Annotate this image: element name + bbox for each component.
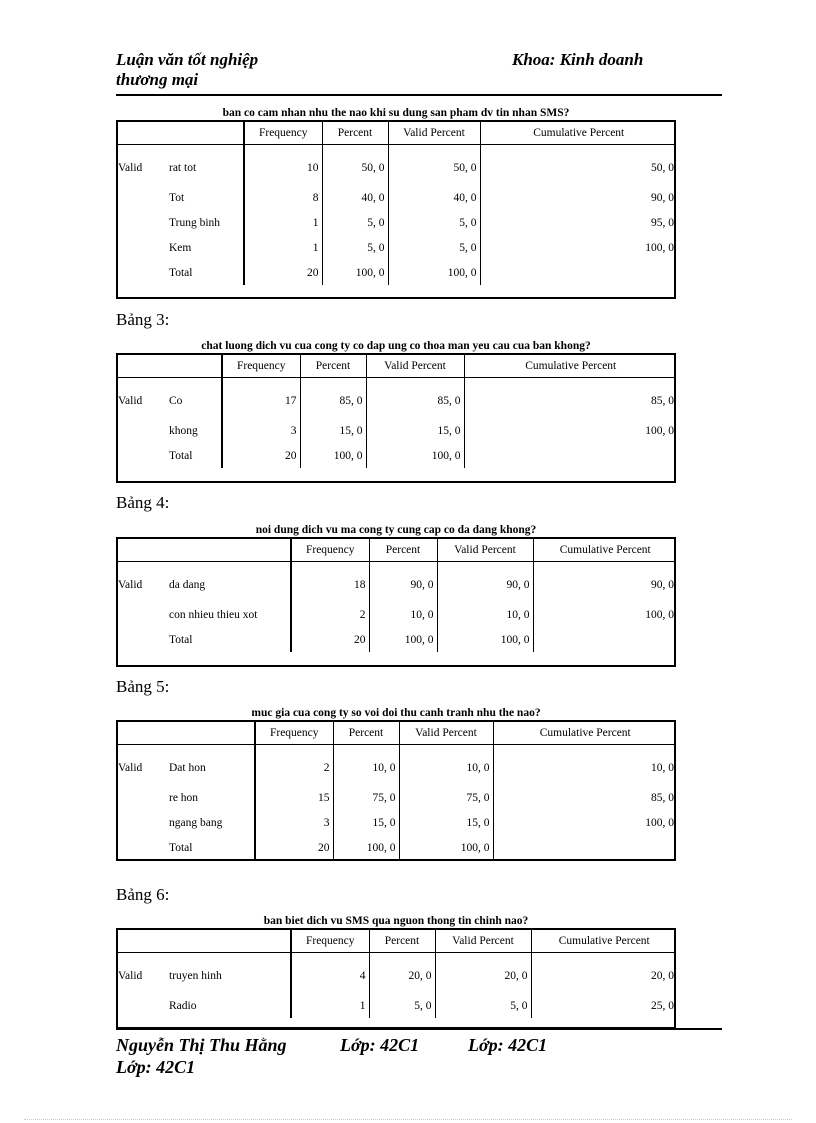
col-cumulative-percent: Cumulative Percent [493,722,676,745]
cell-valid-percent: 40, 0 [388,185,480,210]
cell-cumulative-percent: 85, 0 [651,395,674,407]
table-info-source [116,914,676,1029]
row-category: Tot [166,185,244,210]
cell-frequency: 17 [222,378,300,419]
cell-frequency: 20 [291,627,369,652]
table-price-comparison [116,706,676,861]
row-group [118,210,166,235]
cell-percent: 5, 0 [322,210,388,235]
cell-valid-percent: 100, 0 [388,260,480,285]
header-rule [116,94,722,96]
row-group: Valid [118,579,143,591]
cell-cumulative-percent [464,443,676,468]
cell-percent: 100, 0 [333,835,399,860]
table-header-row [118,930,676,953]
cell-valid-percent: 90, 0 [437,562,533,603]
table-label-3: Bảng 3: [116,310,170,329]
table-row [118,835,676,860]
footer-class-3: Lớp: 42C1 [116,1057,196,1077]
col-frequency: Frequency [291,539,369,562]
row-group [118,627,166,652]
table-header-row [118,722,676,745]
header-faculty: Khoa: Kinh doanh [512,50,644,69]
cell-percent: 10, 0 [369,602,437,627]
table-row [118,185,676,210]
cell-percent: 90, 0 [369,562,437,603]
row-group [118,810,166,835]
cell-percent: 50, 0 [322,145,388,186]
cell-cumulative-percent: 20, 0 [651,970,674,982]
cell-percent: 100, 0 [300,443,366,468]
cell-percent: 85, 0 [300,378,366,419]
row-group [118,443,166,468]
row-group: Valid [118,395,143,407]
table-row [118,562,676,603]
cell-valid-percent: 100, 0 [366,443,464,468]
cell-percent: 40, 0 [322,185,388,210]
cell-frequency: 1 [291,993,369,1018]
col-percent: Percent [300,355,366,378]
col-percent: Percent [333,722,399,745]
cell-frequency: 8 [244,185,322,210]
row-group [118,602,166,627]
col-frequency: Frequency [222,355,300,378]
col-percent: Percent [369,930,435,953]
row-group: Valid [118,970,143,982]
cell-frequency: 15 [255,785,333,810]
table-frame [116,120,676,299]
table-row [118,210,676,235]
row-category: Total [166,627,291,652]
table-row [118,785,676,810]
row-group: Valid [118,762,143,774]
row-group [118,235,166,260]
cell-valid-percent: 50, 0 [388,145,480,186]
row-group [118,993,166,1018]
cell-frequency: 20 [222,443,300,468]
table-caption: ban co cam nhan nhu the nao khi su dung san pham dv tin nhan SMS? [222,107,570,119]
row-category: da dang [166,562,291,603]
table-row [118,418,676,443]
table-row [118,235,676,260]
cell-percent: 100, 0 [322,260,388,285]
row-category: re hon [166,785,255,810]
col-percent: Percent [369,539,437,562]
page-edge [24,1119,792,1121]
table-service-quality [116,339,676,483]
row-category: Total [166,443,222,468]
cell-percent: 5, 0 [369,993,435,1018]
table-frame [116,537,676,667]
table-row [118,745,676,786]
cell-percent: 15, 0 [300,418,366,443]
cell-cumulative-percent: 100, 0 [645,608,674,621]
table-header-row [118,122,676,145]
cell-percent: 20, 0 [369,953,435,994]
cell-percent: 10, 0 [333,745,399,786]
cell-cumulative-percent: 90, 0 [651,579,674,591]
cell-valid-percent: 20, 0 [435,953,531,994]
cell-cumulative-percent: 25, 0 [651,999,674,1012]
row-group [118,185,166,210]
cell-percent: 100, 0 [369,627,437,652]
row-group: Valid [118,162,143,174]
row-group [118,835,166,860]
cell-frequency: 20 [244,260,322,285]
header-blank [118,930,291,953]
col-frequency: Frequency [255,722,333,745]
table-sms-experience [116,106,676,299]
row-category: Radio [166,993,291,1018]
cell-percent: 75, 0 [333,785,399,810]
row-category: truyen hinh [166,953,291,994]
cell-cumulative-percent: 90, 0 [651,191,674,204]
table-row [118,145,676,186]
cell-cumulative-percent: 100, 0 [645,241,674,254]
header-title [116,50,376,90]
header-blank [118,122,244,145]
table-frame [116,928,676,1029]
row-category: Total [166,835,255,860]
table-caption: muc gia cua cong ty so voi doi thu canh tranh nhu the nao? [251,707,541,719]
footer-class-1: Lớp: 42C1 [340,1035,420,1055]
footer-author: Nguyễn Thị Thu Hằng [116,1035,287,1055]
row-group [118,785,166,810]
cell-frequency: 18 [291,562,369,603]
cell-valid-percent: 100, 0 [399,835,493,860]
col-percent: Percent [322,122,388,145]
table-row [118,627,676,652]
cell-valid-percent: 85, 0 [366,378,464,419]
header-title-line1: Luận văn tốt nghiệp [116,50,259,69]
table-row [118,993,676,1018]
cell-frequency: 3 [255,810,333,835]
table-row [118,443,676,468]
table-service-diversity [116,523,676,667]
cell-frequency: 1 [244,235,322,260]
col-cumulative-percent: Cumulative Percent [464,355,676,378]
table-row [118,953,676,994]
header-blank [118,355,222,378]
table-row [118,810,676,835]
row-category: Trung binh [166,210,244,235]
cell-frequency: 10 [244,145,322,186]
col-frequency: Frequency [244,122,322,145]
cell-valid-percent: 10, 0 [399,745,493,786]
table-header-row [118,539,676,562]
table-caption: chat luong dich vu cua cong ty co dap ung co thoa man yeu cau cua ban khong? [201,340,591,352]
col-cumulative-percent: Cumulative Percent [480,122,676,145]
header-blank [118,722,255,745]
cell-frequency: 3 [222,418,300,443]
footer-class-2: Lớp: 42C1 [468,1035,548,1055]
row-category: ngang bang [166,810,255,835]
cell-valid-percent: 15, 0 [399,810,493,835]
row-category: khong [166,418,222,443]
header-title-line2: thương mại [116,70,199,89]
cell-cumulative-percent [480,260,676,285]
table-header-row [118,355,676,378]
row-category: Dat hon [166,745,255,786]
row-group [118,260,166,285]
col-frequency: Frequency [291,930,369,953]
cell-cumulative-percent: 50, 0 [651,162,674,174]
col-cumulative-percent: Cumulative Percent [533,539,676,562]
cell-cumulative-percent: 85, 0 [651,791,674,804]
table-label-6: Bảng 6: [116,885,170,904]
col-valid-percent: Valid Percent [437,539,533,562]
footer-rule [116,1028,722,1030]
table-frame [116,353,676,483]
cell-cumulative-percent [493,835,676,860]
row-category: Total [166,260,244,285]
col-cumulative-percent: Cumulative Percent [531,930,676,953]
table-label-5: Bảng 5: [116,677,170,696]
cell-percent: 5, 0 [322,235,388,260]
table-row [118,260,676,285]
cell-valid-percent: 100, 0 [437,627,533,652]
row-category: Co [166,378,222,419]
table-frame [116,720,676,861]
header-blank [118,539,291,562]
cell-valid-percent: 5, 0 [388,235,480,260]
col-valid-percent: Valid Percent [366,355,464,378]
cell-frequency: 1 [244,210,322,235]
cell-cumulative-percent: 100, 0 [645,424,674,437]
cell-valid-percent: 75, 0 [399,785,493,810]
row-category: rat tot [166,145,244,186]
cell-cumulative-percent: 10, 0 [651,762,674,774]
cell-frequency: 20 [255,835,333,860]
cell-frequency: 4 [291,953,369,994]
cell-cumulative-percent: 95, 0 [651,216,674,229]
table-caption: ban biet dich vu SMS qua nguon thong tin chinh nao? [263,915,529,927]
table-row [118,378,676,419]
cell-frequency: 2 [255,745,333,786]
cell-valid-percent: 5, 0 [435,993,531,1018]
col-valid-percent: Valid Percent [388,122,480,145]
cell-cumulative-percent [533,627,676,652]
table-row [118,602,676,627]
cell-frequency: 2 [291,602,369,627]
cell-valid-percent: 10, 0 [437,602,533,627]
col-valid-percent: Valid Percent [435,930,531,953]
row-group [118,418,166,443]
table-caption: noi dung dich vu ma cong ty cung cap co da dang khong? [255,524,537,536]
cell-percent: 15, 0 [333,810,399,835]
cell-valid-percent: 5, 0 [388,210,480,235]
col-valid-percent: Valid Percent [399,722,493,745]
cell-valid-percent: 15, 0 [366,418,464,443]
table-label-4: Bảng 4: [116,493,170,512]
row-category: con nhieu thieu xot [166,602,291,627]
cell-cumulative-percent: 100, 0 [645,816,674,829]
row-category: Kem [166,235,244,260]
